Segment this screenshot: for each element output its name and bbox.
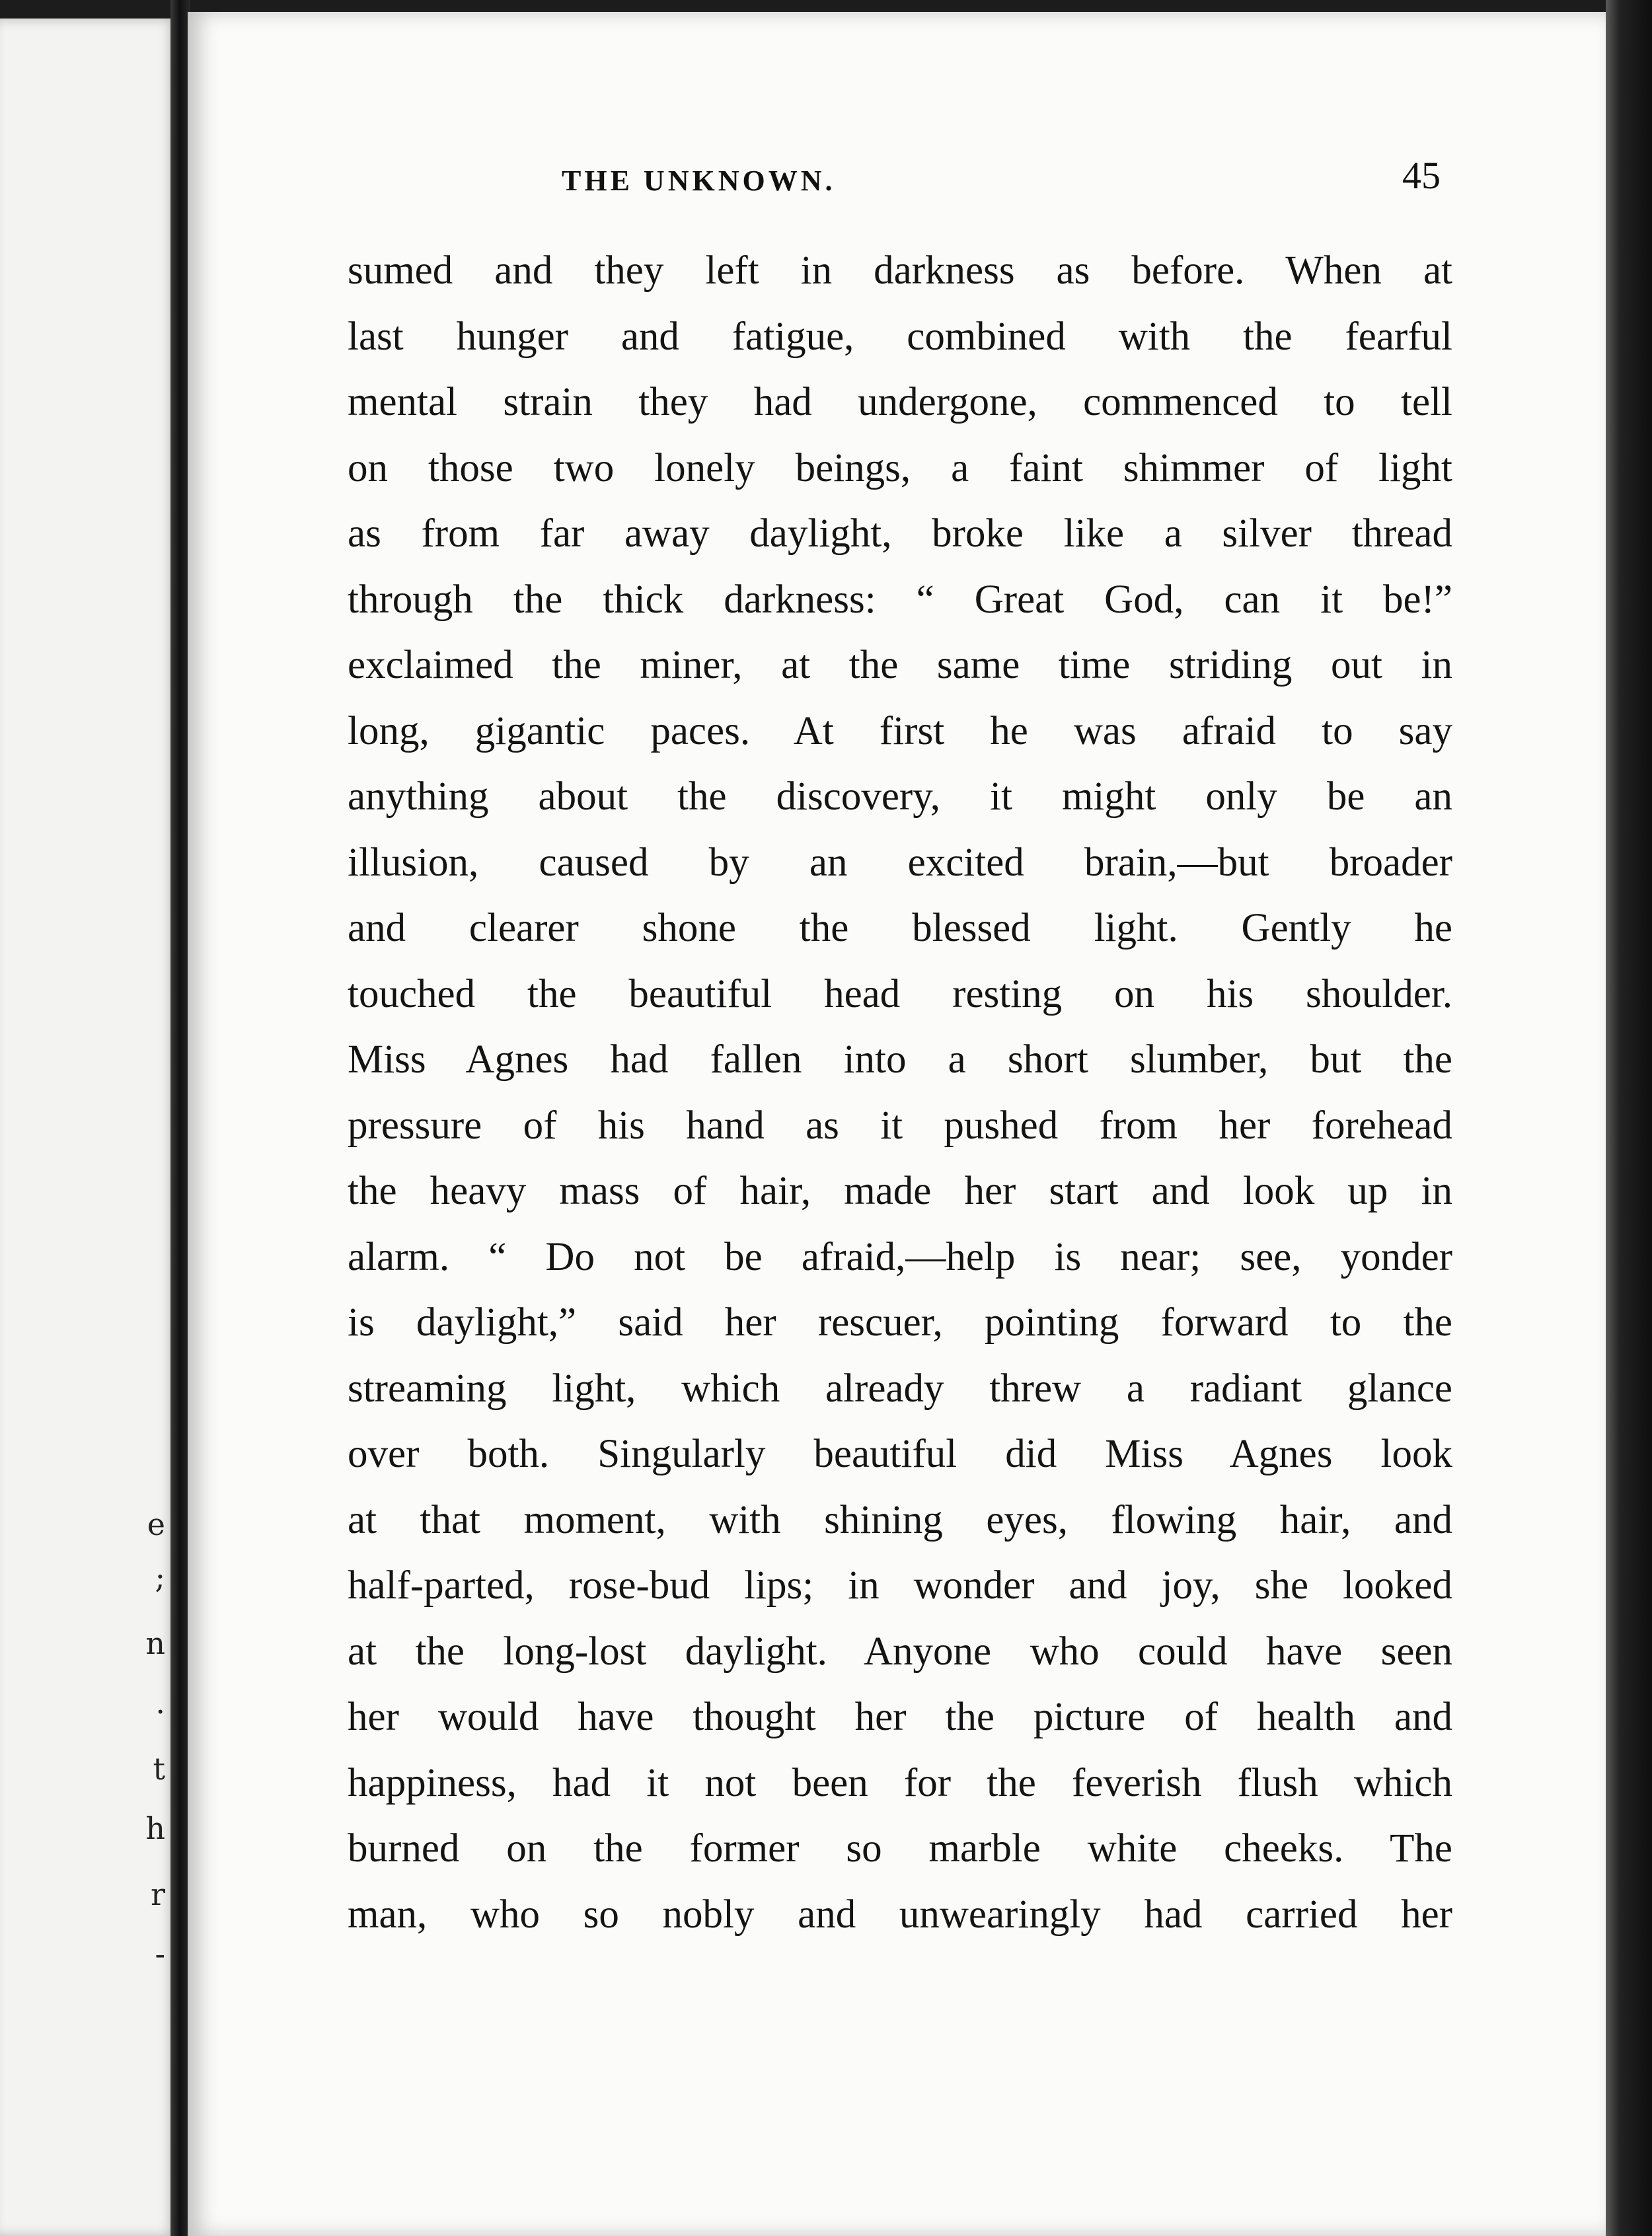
text-line: alarm. “ Do not be afraid,—help is near; see, yonder [348,1234,1452,1279]
text-line: streaming light, which already threw a radiant glance [348,1366,1452,1411]
running-head: THE UNKNOWN. [562,165,836,197]
text-line: at that moment, with shining eyes, flowing hair, and [348,1497,1452,1542]
page-number: 45 [1402,154,1441,197]
text-line: through the thick darkness: “ Great God, can it be!” [348,577,1452,622]
text-line: the heavy mass of hair, made her start and look up in [348,1169,1452,1213]
book-right-edge [1606,0,1652,2236]
text-line: sumed and they left in darkness as before. When at [348,248,1452,293]
text-line: as from far away daylight, broke like a silver thread [348,511,1452,556]
text-line: exclaimed the miner, at the same time striding out in [348,643,1452,687]
text-line: touched the beautiful head resting on his shoulder. [348,971,1452,1016]
text-line: long, gigantic paces. At first he was afraid to say [348,708,1452,753]
text-line: man, who so nobly and unwearingly had carried her [348,1892,1452,1937]
prev-page-mark: n [145,1625,165,1661]
text-line: burned on the former so marble white cheeks. The [348,1826,1452,1871]
text-line: and clearer shone the blessed light. Gently he [348,906,1452,950]
prev-page-mark: - [155,1936,165,1972]
text-line: is daylight,” said her rescuer, pointing forward to the [348,1300,1452,1345]
text-line: mental strain they had undergone, commenced to tell [348,380,1452,424]
text-line: illusion, caused by an excited brain,—but broader [348,840,1452,885]
text-line: last hunger and fatigue, combined with the fearful [348,314,1452,359]
prev-page-mark: ; [155,1559,165,1595]
body-text [348,238,1452,1947]
prev-page-mark: e [147,1507,165,1542]
text-line: half-parted, rose-bud lips; in wonder and joy, she looked [348,1563,1452,1608]
text-line: over both. Singularly beautiful did Miss Agnes look [348,1432,1452,1476]
text-line: her would have thought her the picture of health and [348,1695,1452,1739]
text-line: happiness, had it not been for the feverish flush which [348,1760,1452,1805]
prev-page-mark: h [145,1810,165,1846]
prev-page-mark: r [151,1877,165,1912]
text-line: on those two lonely beings, a faint shimmer of light [348,445,1452,490]
text-line: at the long-lost daylight. Anyone who could have seen [348,1629,1452,1674]
text-line: anything about the discovery, it might only be an [348,774,1452,819]
text-line: pressure of his hand as it pushed from her forehead [348,1103,1452,1148]
previous-page-edge [0,19,177,2236]
prev-page-mark: t [153,1751,165,1787]
text-line: Miss Agnes had fallen into a short slumber, but the [348,1037,1452,1082]
prev-page-mark: . [155,1685,165,1721]
